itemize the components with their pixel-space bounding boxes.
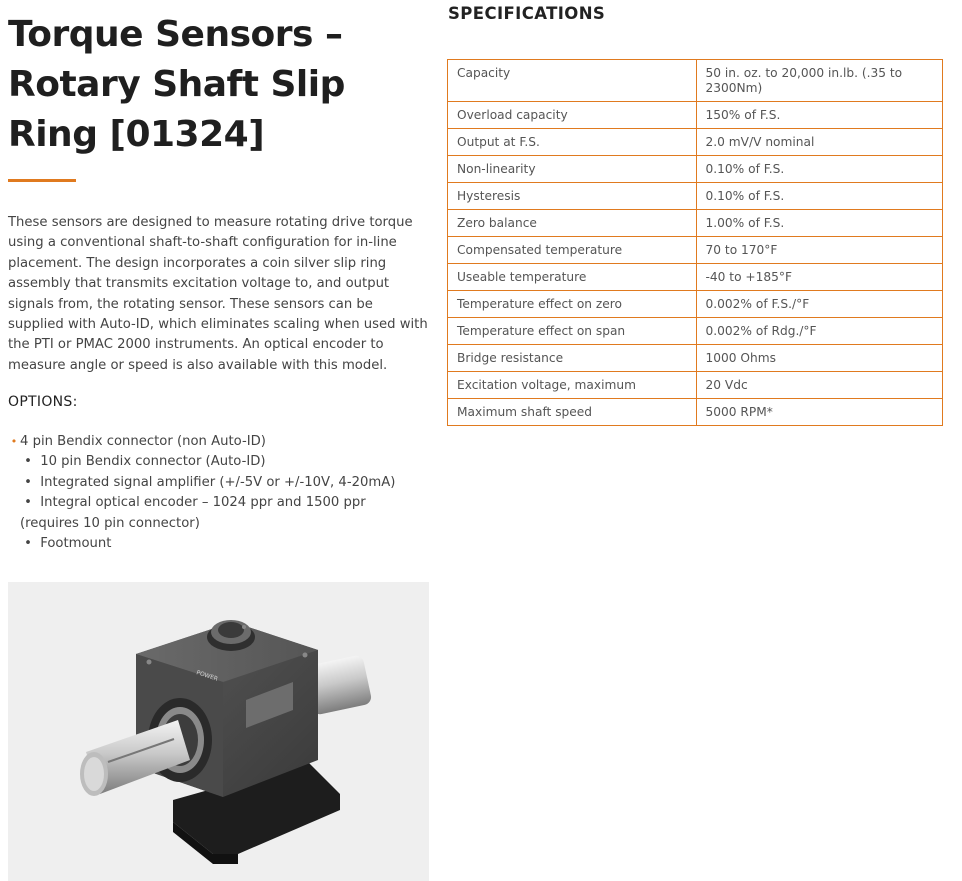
spec-row <box>448 156 943 183</box>
spec-value: -40 to +185°F <box>696 264 942 291</box>
bullet-icon: • <box>24 474 32 490</box>
bullet-icon: • <box>10 435 18 448</box>
spec-label: Hysteresis <box>448 183 697 210</box>
page-title: Torque Sensors – Rotary Shaft Slip Ring [01324] <box>8 14 345 155</box>
spec-value: 0.002% of F.S./°F <box>696 291 942 318</box>
option-item: • Footmount <box>8 534 430 554</box>
spec-label: Bridge resistance <box>448 345 697 372</box>
spec-value: 1000 Ohms <box>696 345 942 372</box>
spec-label: Temperature effect on span <box>448 318 697 345</box>
specifications-table <box>447 59 943 426</box>
spec-row <box>448 60 943 102</box>
spec-value: 50 in. oz. to 20,000 in.lb. (.35 to 2300Nm) <box>696 60 942 102</box>
spec-row <box>448 345 943 372</box>
spec-value: 0.002% of Rdg./°F <box>696 318 942 345</box>
spec-value: 70 to 170°F <box>696 237 942 264</box>
spec-label: Zero balance <box>448 210 697 237</box>
spec-row <box>448 183 943 210</box>
spec-row <box>448 264 943 291</box>
spec-row <box>448 399 943 426</box>
spec-row <box>448 237 943 264</box>
spec-label: Output at F.S. <box>448 129 697 156</box>
bullet-icon: • <box>24 495 32 511</box>
spec-label: Maximum shaft speed <box>448 399 697 426</box>
spec-value: 5000 RPM* <box>696 399 942 426</box>
option-item: • Integrated signal amplifier (+/-5V or +/-10V, 4-20mA) <box>8 473 430 493</box>
spec-value: 150% of F.S. <box>696 102 942 129</box>
title-accent-bar <box>8 179 76 182</box>
spec-row <box>448 318 943 345</box>
bullet-icon: • <box>24 454 32 470</box>
torque-sensor-illustration <box>8 582 429 881</box>
product-image <box>8 582 429 881</box>
option-item: • Integral optical encoder – 1024 ppr and 1500 ppr <box>8 493 430 513</box>
spec-row <box>448 102 943 129</box>
bullet-icon: • <box>24 536 32 552</box>
spec-label: Useable temperature <box>448 264 697 291</box>
options-heading: OPTIONS: <box>8 394 78 410</box>
spec-row <box>448 129 943 156</box>
option-item: • 4 pin Bendix connector (non Auto-ID) <box>8 432 430 452</box>
product-description: These sensors are designed to measure rotating drive torque using a conventional shaft-to-shaft configuration for in-line placement. The design incorporates a coin silver slip ring assembly that transmits excitation voltage to, and output signals from, the rotating sensor. These sensors can be supplied with Auto-ID, which eliminates scaling when used with the PTI or PMAC 2000 instruments. An optical encoder to measure angle or speed is also available with this model. <box>8 215 428 373</box>
spec-row <box>448 291 943 318</box>
spec-value: 20 Vdc <box>696 372 942 399</box>
specifications-heading: SPECIFICATIONS <box>448 4 606 23</box>
spec-value: 2.0 mV/V nominal <box>696 129 942 156</box>
spec-label: Overload capacity <box>448 102 697 129</box>
spec-row <box>448 210 943 237</box>
spec-label: Temperature effect on zero <box>448 291 697 318</box>
spec-value: 1.00% of F.S. <box>696 210 942 237</box>
power-label: POWER <box>195 669 219 683</box>
spec-row <box>448 372 943 399</box>
option-item-continuation: (requires 10 pin connector) <box>20 515 200 531</box>
spec-value: 0.10% of F.S. <box>696 183 942 210</box>
option-item: • 10 pin Bendix connector (Auto-ID) <box>8 452 430 472</box>
options-list <box>8 432 430 554</box>
spec-value: 0.10% of F.S. <box>696 156 942 183</box>
spec-label: Capacity <box>448 60 697 102</box>
spec-label: Non-linearity <box>448 156 697 183</box>
spec-label: Compensated temperature <box>448 237 697 264</box>
spec-label: Excitation voltage, maximum <box>448 372 697 399</box>
